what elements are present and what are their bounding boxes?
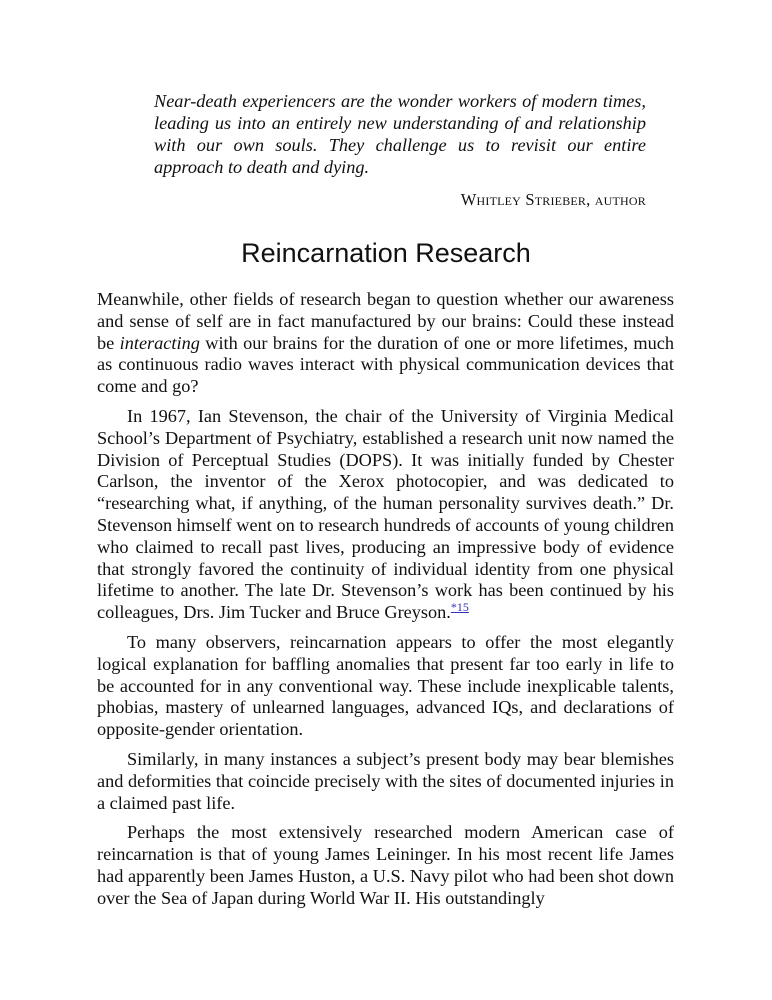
paragraph-1-emphasis: interacting xyxy=(119,332,200,353)
footnote-link[interactable]: *15 xyxy=(450,600,469,615)
paragraph-2-text: In 1967, Ian Stevenson, the chair of the University of Virginia Medical School’s Department of Psychiatry, established a research unit now named the Division of Perceptual Studies (DOPS). It was initially funded by Chester Carlson, the inventor of the Xerox photocopier, and was dedicated to “researching what, if anything, of the human personality survives death.” Dr. Stevenson himself went on to research hundreds of accounts of young children who claimed to recall past lives, producing an impressive body of evidence that strongly favored the continuity of individual identity from one physical lifetime to another. The late Dr. Stevenson’s work has been continued by his colleagues, Drs. Jim Tucker and Bruce Greyson. xyxy=(97,405,674,623)
epigraph-quote: Near-death experiencers are the wonder workers of modern times, leading us into an entirely new understanding of and relationship with our own souls. They challenge us to revisit our entire approach to death and dying. xyxy=(154,91,646,177)
paragraph-1-text-start: Meanwhile, other fields of research began to question whether our awareness and sense of self are in fact manufactured by our brains: Could these instead be xyxy=(97,289,674,353)
paragraph-1 xyxy=(97,289,674,398)
body-text xyxy=(97,289,674,918)
section-heading: Reincarnation Research xyxy=(241,238,531,268)
paragraph-3: To many observers, reincarnation appears to offer the most elegantly logical explanation for baffling anomalies that present far too early in life to be accounted for in any conventional way. These include inexplicable talents, phobias, mastery of unlearned languages, advanced IQs, and declarations of opposite-gender orientation. xyxy=(97,631,674,740)
paragraph-1-text-end: with our brains for the duration of one or more lifetimes, much as continuous radio waves interact with physical communication devices that come and go? xyxy=(97,332,675,397)
paragraph-5: Perhaps the most extensively researched modern American case of reincarnation is that of young James Leininger. In his most recent life James had apparently been James Huston, a U.S. Navy pilot who had been shot down over the Sea of Japan during World War II. His outstandingly xyxy=(97,822,674,908)
epigraph-attribution: Whitley Strieber, author xyxy=(460,190,646,209)
paragraph-2 xyxy=(97,406,674,624)
paragraph-4: Similarly, in many instances a subject’s present body may bear blemishes and deformities that coincide precisely with the sites of documented injuries in a claimed past life. xyxy=(97,748,674,813)
